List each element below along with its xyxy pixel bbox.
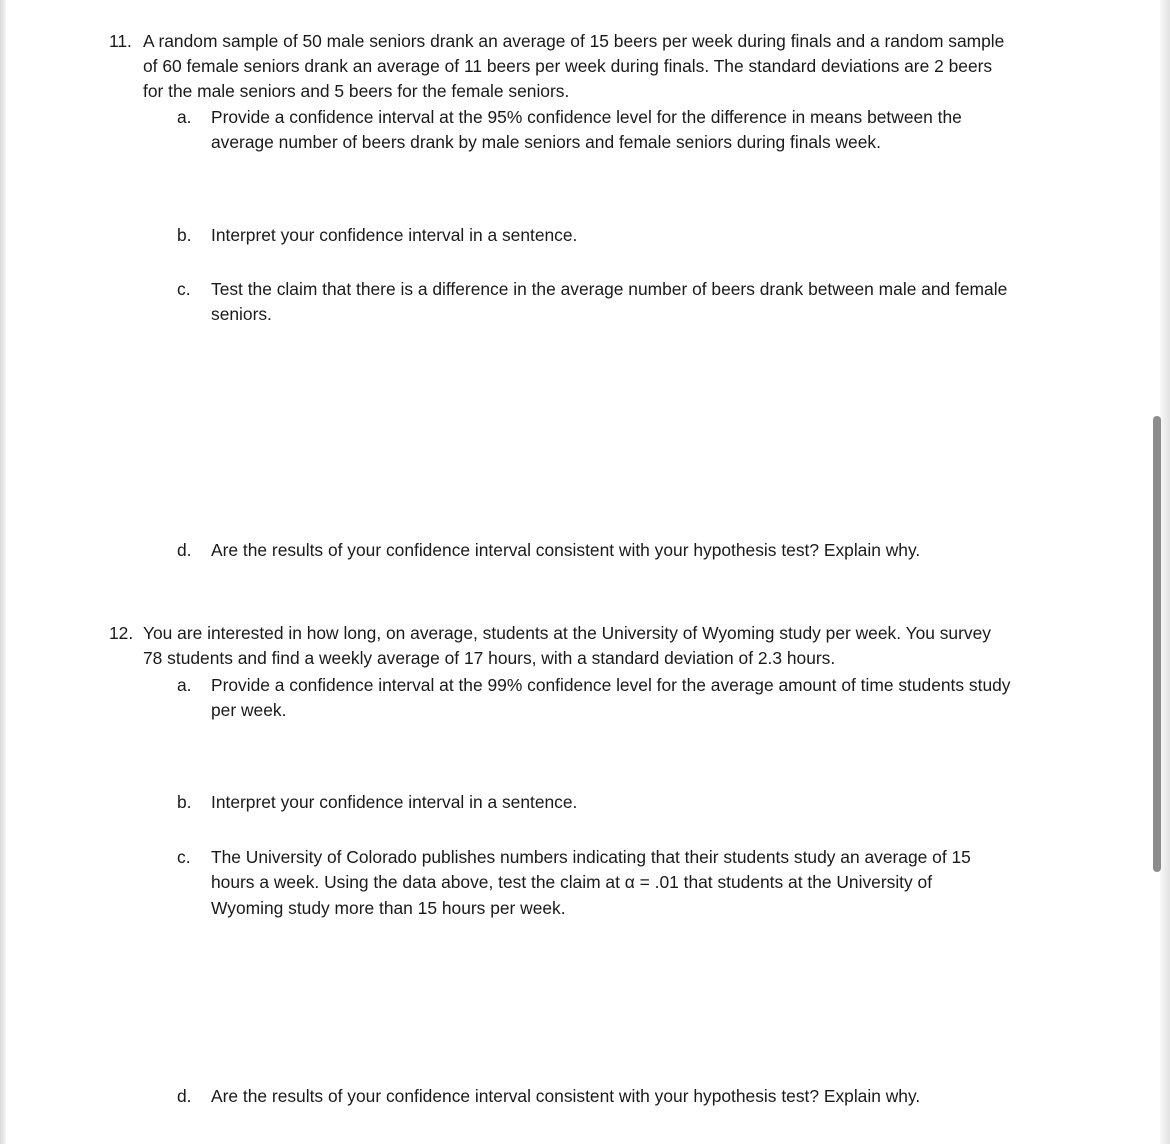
scrollbar-track[interactable] <box>1160 0 1170 1144</box>
part-line: Are the results of your confidence interval consistent with your hypothesis test? Explain why. <box>211 540 921 560</box>
part-line: per week. <box>211 700 287 720</box>
question-number: 11. <box>109 31 132 51</box>
part-line: hours a week. Using the data above, test the claim at α = .01 that students at the University of <box>211 872 933 892</box>
question-number: 12. <box>109 623 134 643</box>
stem-line: A random sample of 50 male seniors drank an average of 15 beers per week during finals and a random sample <box>143 31 1005 51</box>
part-letter: a. <box>177 107 192 127</box>
part-line: Wyoming study more than 15 hours per week. <box>211 898 566 918</box>
part-line: Interpret your confidence interval in a sentence. <box>211 792 578 812</box>
part-line: Provide a confidence interval at the 99% confidence level for the average amount of time students study <box>211 675 1011 695</box>
stem-line: 78 students and find a weekly average of 17 hours, with a standard deviation of 2.3 hours. <box>143 648 836 668</box>
part-line: Interpret your confidence interval in a sentence. <box>211 225 578 245</box>
stem-line: You are interested in how long, on average, students at the University of Wyoming study per week. You survey <box>143 623 991 643</box>
scrollbar-thumb[interactable] <box>1153 416 1161 872</box>
part-letter: c. <box>177 847 191 867</box>
part-letter: d. <box>177 540 192 560</box>
part-letter: c. <box>177 279 191 299</box>
part-letter: b. <box>177 792 192 812</box>
part-line: Are the results of your confidence interval consistent with your hypothesis test? Explain why. <box>211 1086 921 1106</box>
stem-line: of 60 female seniors drank an average of 11 beers per week during finals. The standard deviations are 2 beers <box>143 56 993 76</box>
stem-line: for the male seniors and 5 beers for the female seniors. <box>143 81 570 101</box>
part-line: average number of beers drank by male seniors and female seniors during finals week. <box>211 132 881 152</box>
part-line: Provide a confidence interval at the 95% confidence level for the difference in means between the <box>211 107 962 127</box>
part-line: Test the claim that there is a difference in the average number of beers drank between male and female <box>211 279 1008 299</box>
part-line: The University of Colorado publishes numbers indicating that their students study an average of 15 <box>211 847 971 867</box>
part-letter: d. <box>177 1086 192 1106</box>
part-line: seniors. <box>211 304 272 324</box>
part-letter: b. <box>177 225 192 245</box>
part-letter: a. <box>177 675 192 695</box>
